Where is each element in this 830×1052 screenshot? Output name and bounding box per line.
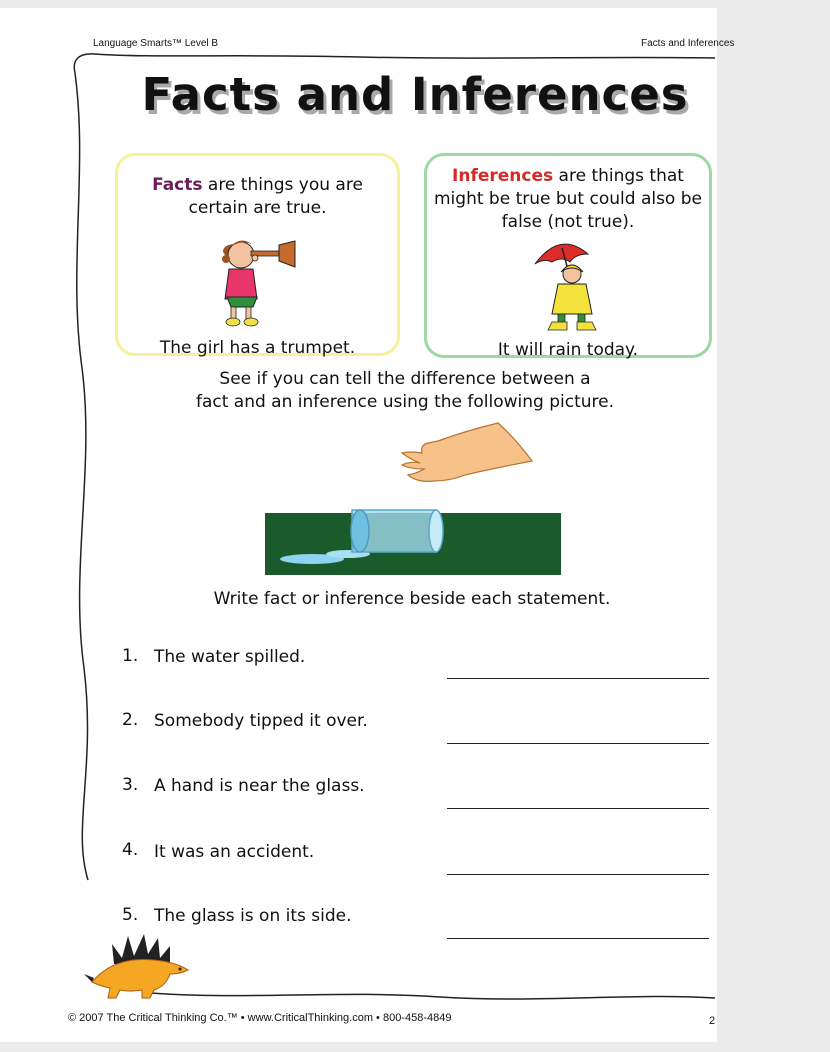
answer-line-5[interactable] [447,938,709,939]
answer-line-1[interactable] [447,678,709,679]
copyright-footer: © 2007 The Critical Thinking Co.™ • www.CriticalThinking.com • 800-458-4849 [68,1012,452,1024]
facts-definition [130,174,385,220]
inferences-example: It will rain today. [497,340,639,360]
page-title: Facts and Inferences [141,68,689,121]
statement-text: It was an accident. [154,842,315,862]
statement-number: 5. [122,905,139,925]
page-number: 2 [709,1015,716,1027]
answer-line-2[interactable] [447,743,709,744]
statement-number: 2. [122,710,139,730]
inferences-definition-box [424,153,712,358]
child-umbrella-illustration [530,236,615,334]
statement-text: The water spilled. [154,647,306,667]
inferences-term: Inferences [452,166,554,186]
intro-line-2: fact and an inference using the following picture. [195,392,615,412]
facts-definition-text: are things you are certain are true. [188,175,363,218]
inferences-definition-text: are things that might be true but could also be false (not true). [434,166,702,232]
instruction-text: Write fact or inference beside each statement. [213,589,611,609]
header-series: Language Smarts™ Level B [93,38,219,49]
stegosaurus-icon [84,930,196,1002]
facts-term: Facts [152,175,203,195]
statement-text: Somebody tipped it over. [154,711,368,731]
header-topic: Facts and Inferences [641,38,735,49]
spilled-glass-illustration [260,423,570,583]
facts-definition-box [115,153,400,356]
statement-text: A hand is near the glass. [154,776,365,796]
intro-line-1: See if you can tell the difference between a [219,369,591,389]
worksheet-page [0,8,735,1042]
statement-text: The glass is on its side. [154,906,352,926]
statement-number: 4. [122,840,139,860]
answer-line-3[interactable] [447,808,709,809]
answer-line-4[interactable] [447,874,709,875]
girl-trumpet-illustration [213,229,308,329]
inferences-definition [433,165,703,234]
statement-number: 1. [122,646,139,666]
statement-number: 3. [122,775,139,795]
facts-example: The girl has a trumpet. [159,338,356,358]
